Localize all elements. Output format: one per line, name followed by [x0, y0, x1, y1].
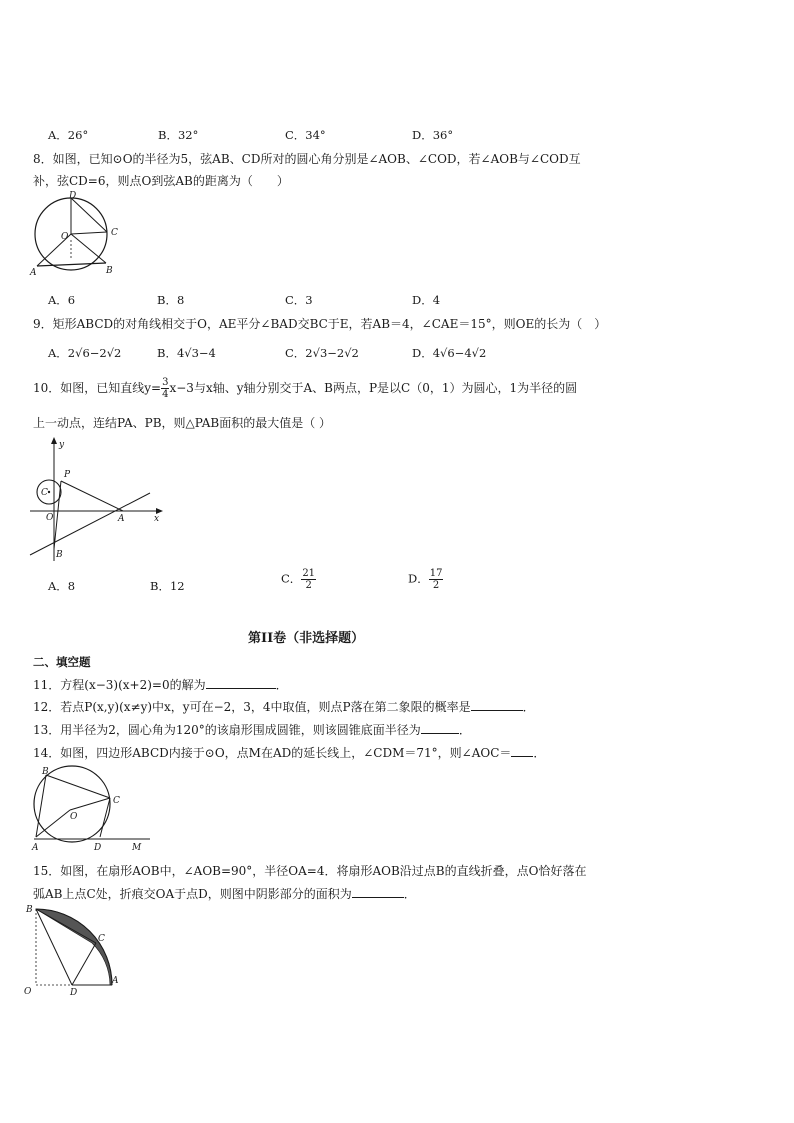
q10-option-c-label: C．: [281, 571, 302, 586]
q10-option-d-num: 17: [429, 568, 443, 579]
q8-option-d: D．4: [412, 293, 441, 307]
q15-text-line1: 15．如图，在扇形AOB中，∠AOB=90°，半径OA=4．将扇形AOB沿过点B的直线折叠，点O恰好落在: [33, 864, 587, 878]
q8-text-line2: 补，弦CD=6，则点O到弦AB的距离为（ ）: [33, 174, 289, 188]
q7-option-b: B．32°: [158, 128, 199, 142]
q10-label-y: y: [59, 440, 65, 450]
q7-option-a: A．26°: [48, 128, 89, 142]
q10-option-a: A．8: [48, 579, 76, 593]
q12-end: ．: [522, 700, 535, 714]
q11-answer-blank[interactable]: [206, 678, 276, 689]
q10-option-c-fraction: [301, 568, 316, 591]
q15-text-line2: 弧AB上点C处，折痕交OA于点D，则图中阴影部分的面积为: [33, 887, 352, 901]
q9-option-c: C．2√3−2√2: [285, 346, 359, 360]
q15-label-o: O: [24, 987, 32, 997]
q8-option-b: B．8: [157, 293, 185, 307]
q10-option-d-den: 2: [432, 580, 440, 591]
q15-label-d: D: [70, 988, 78, 998]
q8-figure: [28, 192, 128, 282]
q8-text-line1: 8．如图，已知⊙O的半径为5，弦AB、CD所对的圆心角分别是∠AOB、∠COD，若∠AOB与∠COD互: [33, 152, 581, 166]
q13-answer-blank[interactable]: [421, 723, 459, 734]
q8-option-c: C．3: [285, 293, 313, 307]
q10-figure: [28, 433, 168, 563]
q11: [33, 676, 288, 693]
q10-label-p: P: [64, 470, 71, 480]
q15-answer-blank[interactable]: [352, 887, 404, 898]
q10-label-o: O: [46, 513, 54, 523]
q13-text: 13．用半径为2，圆心角为120°的该扇形围成圆锥，则该圆锥底面半径为: [33, 723, 421, 737]
q12-answer-blank[interactable]: [471, 700, 523, 711]
q8-label-a: A: [30, 268, 37, 278]
q11-text: 11．方程(x−3)(x+2)=0的解为: [33, 678, 206, 692]
q9-option-b: B．4√3−4: [157, 346, 216, 360]
q10-text-line2: 上一动点，连结PA、PB，则△PAB面积的最大值是（ ）: [33, 416, 332, 430]
q9-text: 9．矩形ABCD的对角线相交于O，AE平分∠BAD交BC于E，若AB＝4，∠CAE＝15°，则OE的长为（ ）: [33, 317, 607, 331]
q10-text-post: x−3与x轴、y轴分别交于A、B两点，P是以C（0，1）为圆心，1为半径的圆: [169, 381, 578, 395]
q8-label-o: O: [61, 232, 69, 242]
q15-figure: [20, 903, 130, 998]
q10-fraction-num: 3: [162, 377, 169, 388]
q11-end: ．: [275, 678, 288, 692]
q15-line2: [33, 885, 416, 902]
q13: [33, 721, 471, 738]
q14: [33, 744, 545, 761]
q14-label-m: M: [132, 843, 142, 853]
q9-option-d: D．4√6−4√2: [412, 346, 487, 360]
section2-title: 二、填空题: [33, 655, 91, 669]
q10-option-c: [281, 568, 316, 591]
q15-label-a: A: [112, 976, 119, 986]
q10-fraction-den: 4: [162, 389, 169, 400]
q14-answer-blank[interactable]: [511, 746, 533, 757]
q10-label-c: C: [41, 488, 48, 498]
q10-option-d-fraction: [429, 568, 444, 591]
q10-option-d-label: D．: [408, 571, 429, 586]
q14-figure: [28, 765, 158, 853]
q14-label-o: O: [70, 812, 78, 822]
q14-label-b: B: [42, 767, 49, 777]
q10-label-a: A: [118, 514, 125, 524]
q14-label-d: D: [94, 843, 102, 853]
q10-label-x: x: [154, 514, 160, 524]
q8-label-d: D: [69, 191, 77, 201]
part2-title: 第II卷（非选择题）: [248, 631, 365, 646]
q14-label-a: A: [32, 843, 39, 853]
q8-option-a: A．6: [48, 293, 76, 307]
q12-text: 12．若点P(x,y)(x≠y)中x，y可在−2，3，4中取值，则点P落在第二象限的概率是: [33, 700, 471, 714]
q10-option-d: [408, 568, 443, 591]
q15-label-b: B: [26, 905, 33, 915]
q14-label-c: C: [113, 796, 120, 806]
q13-end: ．: [458, 723, 471, 737]
q10-label-b: B: [56, 550, 63, 560]
q15-end: ．: [403, 887, 416, 901]
q8-label-b: B: [106, 266, 113, 276]
q8-label-c: C: [111, 228, 118, 238]
q10-option-c-den: 2: [305, 580, 312, 591]
q14-end: ．: [533, 746, 546, 760]
q7-option-d: D．36°: [412, 128, 454, 142]
q9-option-a: A．2√6−2√2: [48, 346, 122, 360]
q12: [33, 698, 535, 715]
q10-text-line1: [33, 377, 577, 400]
q10-option-c-num: 21: [302, 568, 316, 579]
q14-text: 14．如图，四边形ABCD内接于⊙O，点M在AD的延长线上，∠CDM＝71°，则∠AOC＝: [33, 746, 512, 760]
q15-label-c: C: [98, 934, 105, 944]
q10-text-pre: 10．如图，已知直线y=: [33, 381, 162, 395]
q10-option-b: B．12: [150, 579, 185, 593]
q7-option-c: C．34°: [285, 128, 326, 142]
